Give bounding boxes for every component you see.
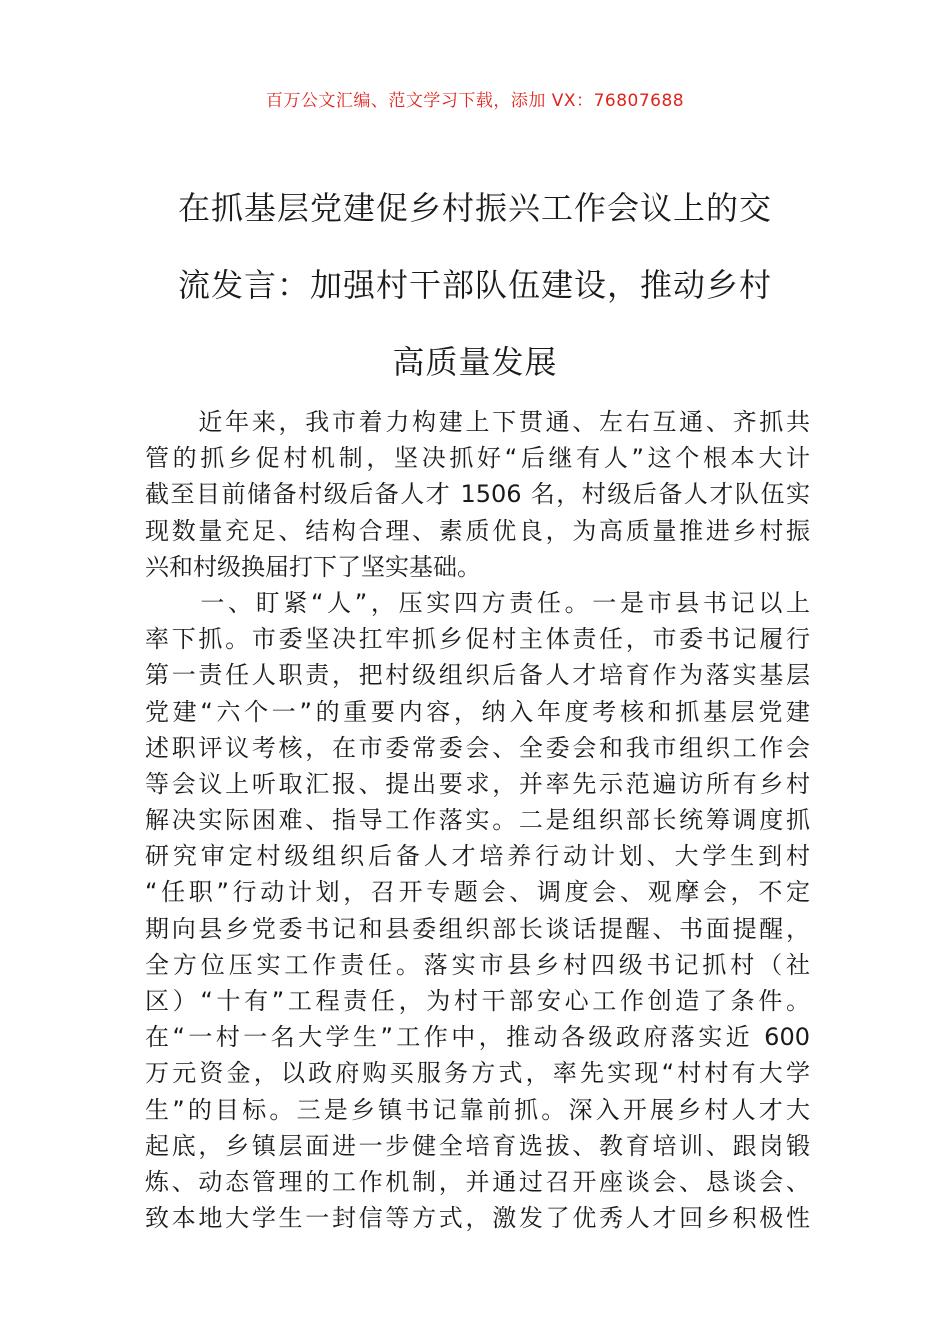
body-line: 炼、动态管理的工作机制，并通过召开座谈会、恳谈会、 (145, 1167, 810, 1196)
body-line: “任职”行动计划，召开专题会、调度会、观摩会，不定 (145, 878, 810, 907)
body-line: 全方位压实工作责任。落实市县乡村四级书记抓村（社 (145, 950, 810, 979)
body-line: 起底，乡镇层面进一步健全培育选拔、教育培训、跟岗锻 (145, 1131, 810, 1160)
document-title (140, 170, 810, 401)
body-line: 生”的目标。三是乡镇书记靠前抓。深入开展乡村人才大 (145, 1095, 810, 1124)
body-line: 现数量充足、结构合理、素质优良，为高质量推进乡村振 (145, 516, 810, 545)
body-line: 党建“六个一”的重要内容，纳入年度考核和抓基层党建 (145, 697, 810, 726)
body-line: 致本地大学生一封信等方式，激发了优秀人才回乡积极性 (145, 1204, 810, 1233)
body-line: 第一责任人职责，把村级组织后备人才培育作为落实基层 (145, 661, 810, 690)
body-line: 近年来，我市着力构建上下贯通、左右互通、齐抓共 (145, 408, 810, 436)
body-line: 解决实际困难、指导工作落实。二是组织部长统筹调度抓 (145, 806, 810, 835)
title-line: 高质量发展 (392, 343, 558, 381)
watermark-header: 百万公文汇编、范文学习下载，添加 VX：76807688 (265, 91, 685, 111)
body-line: 等会议上听取汇报、提出要求，并率先示范遍访所有乡村 (145, 769, 810, 798)
body-line: 区）“十有”工程责任，为村干部安心工作创造了条件。 (145, 987, 810, 1015)
body-line: 在“一村一名大学生”工作中，推动各级政府落实近 600 (145, 1023, 810, 1052)
body-line: 管的抓乡促村机制，坚决抓好“后继有人”这个根本大计 (145, 444, 810, 473)
body-line: 一、盯紧“人”，压实四方责任。一是市县书记以上 (145, 588, 810, 617)
body-line: 期向县乡党委书记和县委组织部长谈话提醒、书面提醒， (145, 914, 810, 943)
body-line: 研究审定村级组织后备人才培养行动计划、大学生到村 (145, 842, 810, 871)
body-line: 率下抓。市委坚决扛牢抓乡促村主体责任，市委书记履行 (145, 625, 810, 654)
body-line: 万元资金，以政府购买服务方式，率先实现“村村有大学 (145, 1059, 810, 1088)
title-line: 流发言：加强村干部队伍建设，推动乡村 (177, 266, 772, 304)
body-line: 兴和村级换届打下了坚实基础。 (145, 552, 481, 581)
document-body (145, 404, 810, 1236)
body-line: 截至目前储备村级后备人才 1506 名，村级后备人才队伍实 (145, 480, 810, 509)
body-line: 述职评议考核，在市委常委会、全委会和我市组织工作会 (145, 733, 810, 762)
title-line: 在抓基层党建促乡村振兴工作会议上的交 (177, 189, 772, 227)
